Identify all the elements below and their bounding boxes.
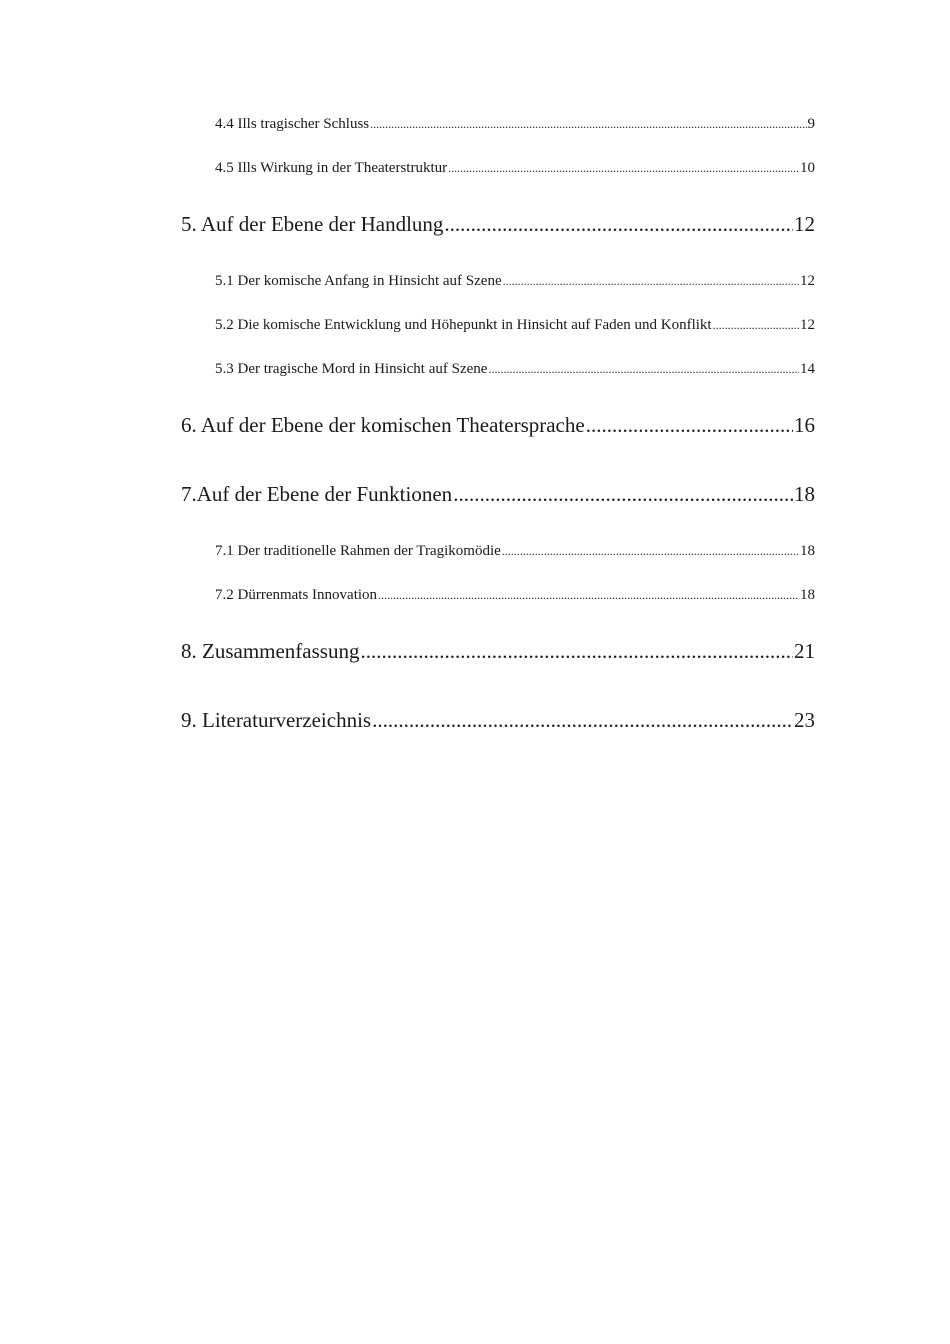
toc-entry-label: 5.2 Die komische Entwicklung und Höhepunkt in Hinsicht auf Faden und Konflikt — [215, 317, 712, 333]
dot-leader — [502, 543, 799, 560]
toc-entry-page: 12 — [794, 212, 815, 236]
toc-entry-page: 18 — [800, 587, 815, 603]
toc-entry-page: 12 — [800, 317, 815, 333]
toc-entry-7[interactable] — [181, 482, 815, 507]
toc-entry-page: 12 — [800, 273, 815, 289]
dot-leader — [378, 587, 799, 604]
toc-entry-page: 16 — [794, 413, 815, 437]
toc-entry-label: 4.5 Ills Wirkung in der Theaterstruktur — [215, 160, 448, 176]
toc-entry-5-3[interactable] — [215, 361, 815, 378]
toc-entry-5[interactable] — [181, 212, 815, 237]
dot-leader — [370, 116, 806, 133]
toc-entry-label: 7.2 Dürrenmats Innovation — [215, 587, 378, 603]
toc-entry-label: 5.3 Der tragische Mord in Hinsicht auf Szene — [215, 361, 488, 377]
toc-entry-label: 9. Literaturverzeichnis — [181, 708, 372, 732]
toc-entry-page: 23 — [794, 708, 815, 732]
toc-entry-label: 7.Auf der Ebene der Funktionen — [181, 482, 453, 506]
dot-leader — [713, 317, 799, 334]
toc-entry-label: 8. Zusammenfassung — [181, 639, 360, 663]
toc-entry-5-1[interactable] — [215, 273, 815, 290]
toc-entry-page: 18 — [800, 543, 815, 559]
toc-entry-label: 4.4 Ills tragischer Schluss — [215, 116, 370, 132]
toc-entry-5-2[interactable] — [215, 317, 815, 334]
toc-entry-label: 5.1 Der komische Anfang in Hinsicht auf Szene — [215, 273, 502, 289]
toc-entry-label: 5. Auf der Ebene der Handlung — [181, 212, 444, 236]
dot-leader — [448, 160, 799, 177]
dot-leader — [372, 708, 793, 733]
toc-entry-page: 14 — [800, 361, 815, 377]
dot-leader — [503, 273, 799, 290]
toc-entry-page: 9 — [807, 116, 815, 132]
toc-entry-7-1[interactable] — [215, 543, 815, 560]
toc-entry-9[interactable] — [181, 708, 815, 733]
toc-entry-label: 7.1 Der traditionelle Rahmen der Tragikomödie — [215, 543, 501, 559]
dot-leader — [586, 413, 793, 438]
dot-leader — [453, 482, 793, 507]
dot-leader — [360, 639, 793, 664]
toc-entry-page: 18 — [794, 482, 815, 506]
toc-entry-label: 6. Auf der Ebene der komischen Theatersprache — [181, 413, 585, 437]
toc-entry-4-4[interactable] — [215, 116, 815, 133]
toc-entry-page: 10 — [800, 160, 815, 176]
dot-leader — [444, 212, 793, 237]
toc-entry-4-5[interactable] — [215, 160, 815, 177]
toc-entry-6[interactable] — [181, 413, 815, 438]
dot-leader — [488, 361, 799, 378]
toc-entry-page: 21 — [794, 639, 815, 663]
toc-entry-7-2[interactable] — [215, 587, 815, 604]
toc-entry-8[interactable] — [181, 639, 815, 664]
